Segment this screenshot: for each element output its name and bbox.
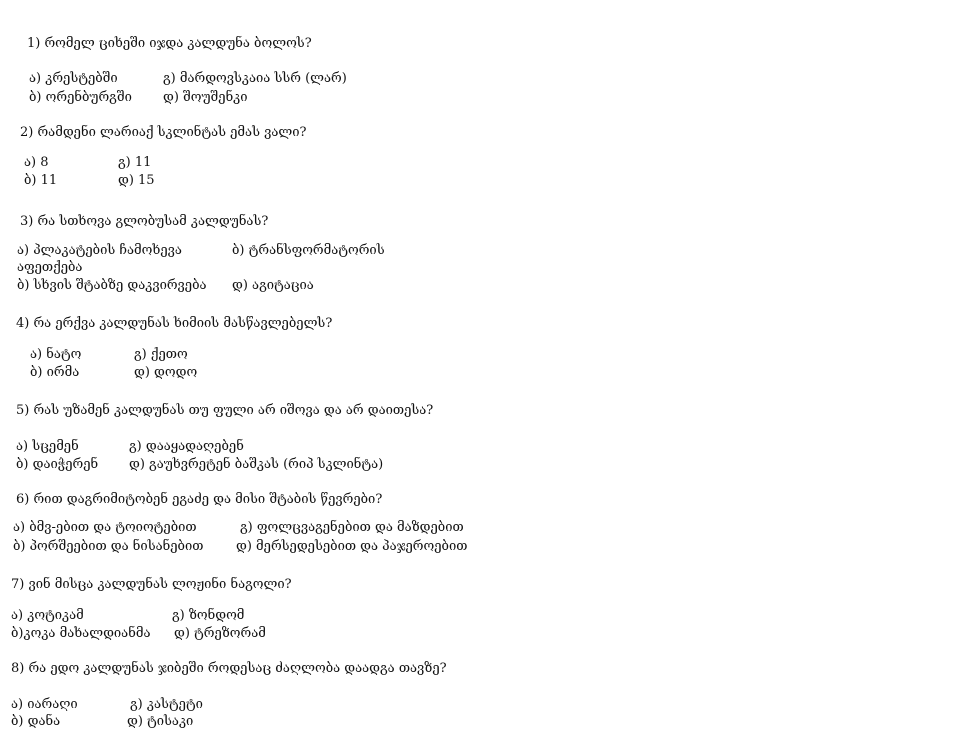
question-4-option-c: გ) ქეთო — [134, 347, 188, 362]
question-3-option-a-cont: აფეთქება — [17, 260, 83, 275]
question-2-option-b: ბ) 11 — [24, 173, 58, 188]
question-7-option-b: ბ)კოკა მახალდიანმა — [11, 626, 151, 641]
question-8-option-c: გ) კასტეტი — [130, 697, 203, 712]
question-8-option-b: ბ) დანა — [11, 714, 61, 729]
question-2-option-c: გ) 11 — [118, 155, 152, 170]
question-6-option-b: ბ) პორშეებით და ნისანებით — [13, 539, 204, 554]
question-2-option-a: ა) 8 — [24, 155, 49, 170]
question-5-option-a: ა) სცემენ — [16, 439, 79, 454]
question-6-option-a: ა) ბმვ-ებით და ტოიოტებით — [13, 520, 197, 535]
question-5-option-d: დ) გაუხვრეტენ ბაშკას (რიპ სკლინტა) — [129, 457, 384, 472]
question-1-title: 1) რომელ ციხეში იჯდა კალდუნა ბოლოს? — [27, 36, 312, 51]
question-8-option-d: დ) ტისაკი — [127, 714, 194, 729]
question-1-option-d: დ) შოუშენკი — [163, 90, 248, 105]
question-7-option-d: დ) ტრეზორამ — [174, 626, 266, 641]
question-3-option-c: ბ) ტრანსფორმატორის — [232, 243, 385, 258]
question-6-option-c: გ) ფოლცვაგენებით და მაზდებით — [240, 520, 464, 535]
question-2-title: 2) რამდენი ლარიაქ სკლინტას ემას ვალი? — [20, 125, 307, 140]
question-7-title: 7) ვინ მისცა კალდუნას ლოჟინი ნაგოლი? — [11, 577, 292, 592]
question-3-option-a: ა) პლაკატების ჩამოხევა — [17, 243, 182, 258]
question-3-option-d: დ) აგიტაცია — [232, 278, 314, 293]
question-4-option-b: ბ) ირმა — [30, 365, 80, 380]
question-4-option-a: ა) ნატო — [30, 347, 82, 362]
question-3-option-b: ბ) სხვის შტაბზე დაკვირვება — [17, 278, 207, 293]
question-4-title: 4) რა ერქვა კალდუნას ხიმიის მასწავლებელს? — [16, 316, 333, 331]
question-3-title: 3) რა სთხოვა გლობუსამ კალდუნას? — [20, 214, 269, 229]
question-4-option-d: დ) დოდო — [134, 365, 198, 380]
question-2-option-d: დ) 15 — [118, 173, 155, 188]
question-1-option-a: ა) კრესტებში — [29, 71, 118, 86]
question-8-option-a: ა) იარაღი — [11, 697, 78, 712]
question-6-title: 6) რით დაგრიმიტობენ ეგაძე და მისი შტაბის წევრები? — [16, 492, 383, 507]
question-5-option-c: გ) დააყადაღებენ — [129, 439, 244, 454]
question-8-title: 8) რა ედო კალდუნას ჯიბეში როდესაც ძაღლობა დაადგა თავზე? — [11, 661, 447, 676]
question-6-option-d: დ) მერსედესებით და პაჯეროებით — [236, 539, 468, 554]
question-7-option-a: ა) კოტიკამ — [11, 608, 84, 623]
question-5-option-b: ბ) დაიჭერენ — [16, 457, 99, 472]
question-1-option-b: ბ) ორენბურგში — [29, 90, 132, 105]
question-7-option-c: გ) ზონდომ — [172, 608, 245, 623]
question-5-title: 5) რას უზამენ კალდუნას თუ ფული არ იშოვა და არ დაითესა? — [16, 403, 434, 418]
question-1-option-c: გ) მარდოვსკაია სსრ (ლარ) — [163, 71, 347, 86]
